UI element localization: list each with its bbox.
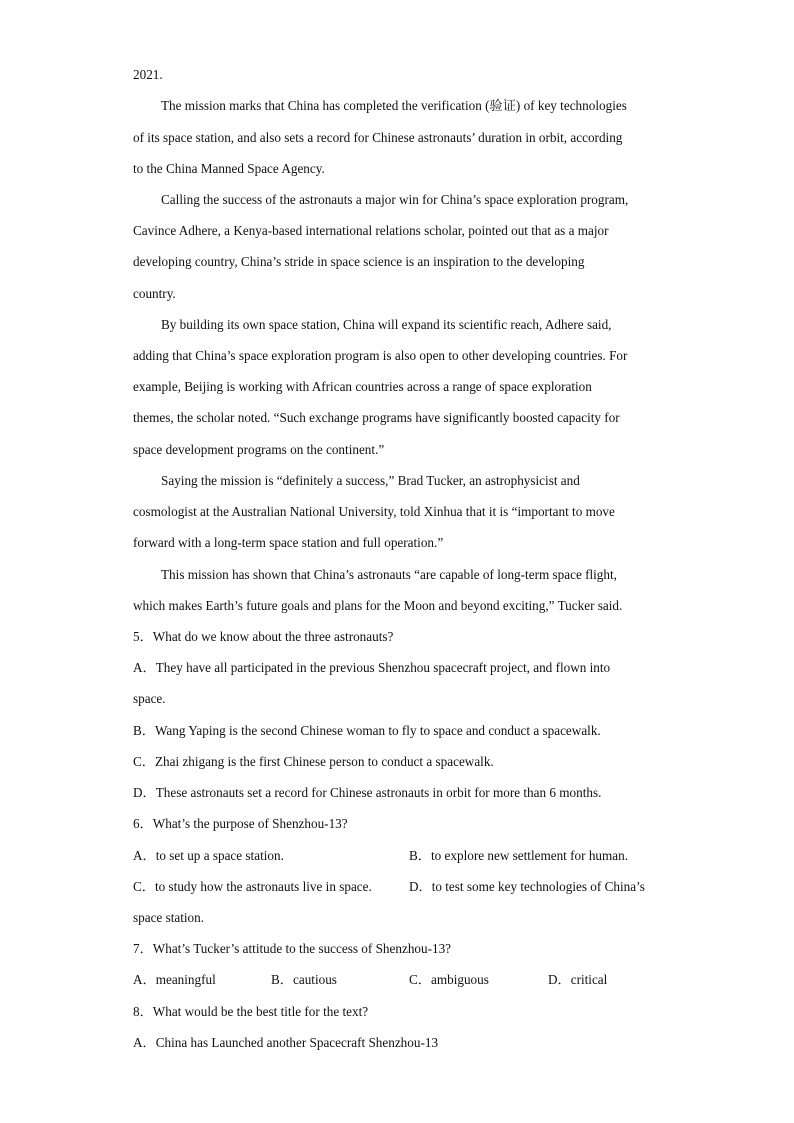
question-6-option-a: A．to set up a space station. — [133, 848, 284, 863]
passage-line: Cavince Adhere, a Kenya-based international relations scholar, pointed out that as a major — [133, 223, 609, 238]
question-5-option-d: D．These astronauts set a record for Chinese astronauts in orbit for more than 6 months. — [133, 785, 602, 800]
passage-line: adding that China’s space exploration program is also open to other developing countries. For — [133, 348, 628, 363]
question-8-stem: 8．What would be the best title for the text? — [133, 1004, 369, 1019]
question-7-option-b: B．cautious — [271, 972, 337, 987]
passage-line: themes, the scholar noted. “Such exchange programs have significantly boosted capacity for — [133, 410, 620, 425]
question-6-option-b: B．to explore new settlement for human. — [409, 848, 629, 863]
passage-line: developing country, China’s stride in space science is an inspiration to the developing — [133, 254, 585, 269]
passage-line: This mission has shown that China’s astronauts “are capable of long-term space flight, — [161, 567, 617, 582]
passage-line: example, Beijing is working with African countries across a range of space exploration — [133, 379, 592, 394]
passage-line: which makes Earth’s future goals and plans for the Moon and beyond exciting,” Tucker said. — [133, 598, 623, 613]
passage-line: space development programs on the continent.” — [133, 442, 385, 457]
passage-line: of its space station, and also sets a record for Chinese astronauts’ duration in orbit, according — [133, 130, 623, 145]
question-7-option-d: D．critical — [548, 972, 608, 987]
question-5-option-b: B．Wang Yaping is the second Chinese woman to fly to space and conduct a spacewalk. — [133, 723, 601, 738]
passage-line: to the China Manned Space Agency. — [133, 161, 325, 176]
question-7-option-c: C．ambiguous — [409, 972, 489, 987]
passage-line: By building its own space station, China will expand its scientific reach, Adhere said, — [161, 317, 612, 332]
passage-line: Saying the mission is “definitely a success,” Brad Tucker, an astrophysicist and — [161, 473, 580, 488]
passage-line: cosmologist at the Australian National University, told Xinhua that it is “important to move — [133, 504, 615, 519]
question-6-option-c: C．to study how the astronauts live in space. — [133, 879, 372, 894]
question-8-option-a: A．China has Launched another Spacecraft Shenzhou-13 — [133, 1035, 439, 1050]
question-6-option-d: D．to test some key technologies of China’s — [409, 879, 645, 894]
question-6-stem: 6．What’s the purpose of Shenzhou-13? — [133, 816, 348, 831]
passage-line: country. — [133, 286, 176, 301]
question-5-option-a-continued: space. — [133, 691, 166, 706]
passage-line: forward with a long-term space station and full operation.” — [133, 535, 444, 550]
question-5-option-a: A．They have all participated in the previous Shenzhou spacecraft project, and flown into — [133, 660, 611, 675]
passage-line: 2021. — [133, 67, 163, 82]
question-7-option-a: A．meaningful — [133, 972, 216, 987]
question-6-option-d-continued: space station. — [133, 910, 205, 925]
question-5-stem: 5．What do we know about the three astronauts? — [133, 629, 394, 644]
passage-line: The mission marks that China has completed the verification (验证) of key technologies — [161, 98, 627, 113]
question-5-option-c: C．Zhai zhigang is the first Chinese person to conduct a spacewalk. — [133, 754, 494, 769]
passage-line: Calling the success of the astronauts a major win for China’s space exploration program, — [161, 192, 629, 207]
question-7-stem: 7．What’s Tucker’s attitude to the success of Shenzhou-13? — [133, 941, 452, 956]
